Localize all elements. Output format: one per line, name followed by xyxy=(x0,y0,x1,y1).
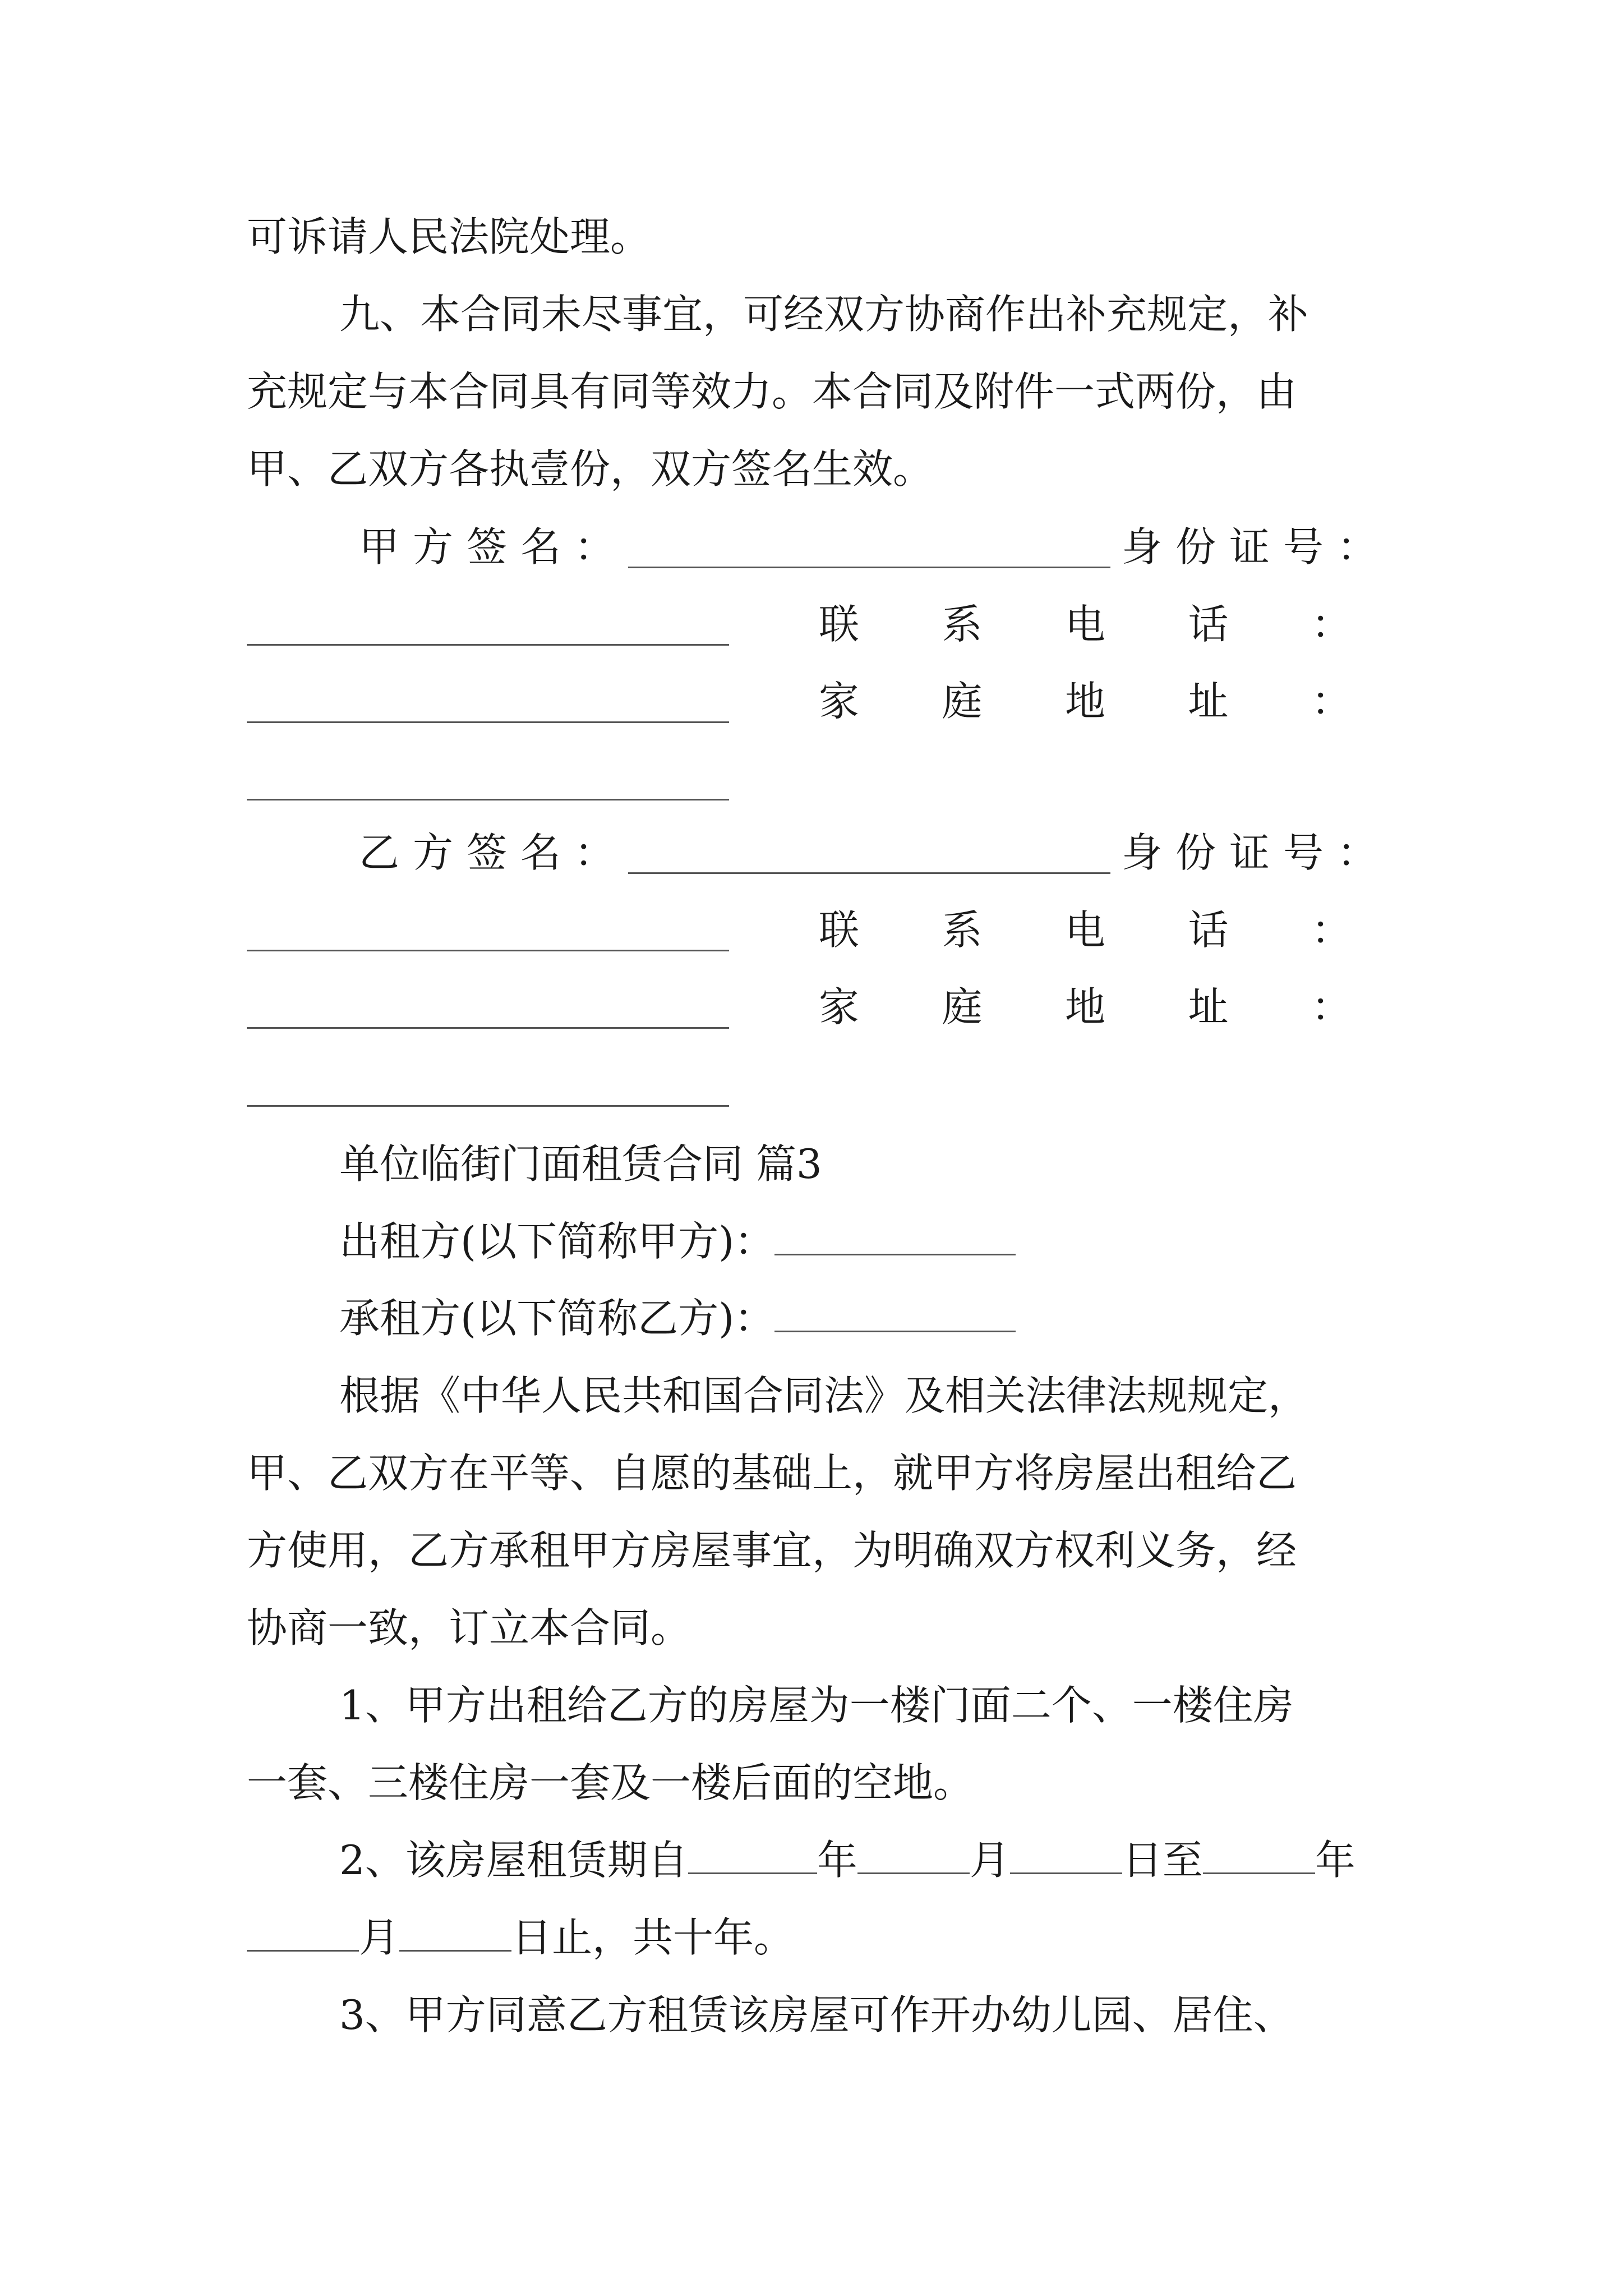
day-to-label: 日至 xyxy=(1122,1837,1203,1884)
text-line: 可诉请人民法院处理。 xyxy=(247,213,651,260)
party-b-id-label: 身份证号： xyxy=(1122,829,1391,876)
label-char: 话 xyxy=(1188,907,1229,954)
label-char: 地 xyxy=(1064,983,1105,1030)
month-label: 月 xyxy=(969,1837,1010,1884)
label-char: 址 xyxy=(1188,678,1229,725)
lessee-blank[interactable] xyxy=(774,1291,1016,1332)
year-label: 年 xyxy=(1315,1837,1355,1884)
party-a-address-blank[interactable] xyxy=(247,799,729,800)
text-line: 根据《中华人民共和国合同法》及相关法律法规规定， xyxy=(339,1372,1309,1419)
label-char: 家 xyxy=(819,983,860,1030)
label-char: 联 xyxy=(819,601,860,648)
start-year-blank[interactable] xyxy=(688,1833,817,1874)
party-b-sign-blank[interactable] xyxy=(628,872,1110,874)
end-day-blank[interactable] xyxy=(399,1911,511,1952)
label-char: 址 xyxy=(1188,983,1229,1030)
party-b-phone-label xyxy=(819,902,1352,958)
end-year-blank[interactable] xyxy=(1203,1833,1315,1874)
party-a-id-label: 身份证号： xyxy=(1122,523,1391,570)
text-line: 一套、三楼住房一套及一楼后面的空地。 xyxy=(247,1759,974,1806)
label-char: 电 xyxy=(1064,907,1105,954)
text-line: 甲、乙双方各执壹份，双方签名生效。 xyxy=(247,445,934,493)
start-month-blank[interactable] xyxy=(857,1833,970,1874)
lessee-label: 承租方(以下简称乙方)： xyxy=(339,1295,775,1342)
lease-term-line-2 xyxy=(247,1910,794,1966)
label-char: 家 xyxy=(819,678,860,725)
lessee-line xyxy=(339,1290,1016,1346)
party-b-id-blank[interactable] xyxy=(247,950,729,951)
text-line: 方使用，乙方承租甲方房屋事宜，为明确双方权利义务，经 xyxy=(247,1527,1297,1574)
label-char: 话 xyxy=(1188,601,1229,648)
label-char: ： xyxy=(1311,678,1352,725)
party-a-address-label xyxy=(819,673,1352,729)
party-a-phone-label xyxy=(819,596,1352,652)
start-day-blank[interactable] xyxy=(1010,1833,1122,1874)
text-line: 协商一致，订立本合同。 xyxy=(247,1604,691,1651)
label-char: 庭 xyxy=(942,983,983,1030)
party-b-address-blank[interactable] xyxy=(247,1105,729,1107)
label-char: 系 xyxy=(942,601,983,648)
lessor-blank[interactable] xyxy=(774,1214,1016,1255)
month-label: 月 xyxy=(359,1914,400,1961)
label-char: ： xyxy=(1311,907,1352,954)
label-char: 联 xyxy=(819,907,860,954)
label-char: ： xyxy=(1311,983,1352,1030)
end-month-blank[interactable] xyxy=(247,1911,359,1952)
party-b-phone-blank[interactable] xyxy=(247,1027,729,1029)
label-char: 电 xyxy=(1064,601,1105,648)
label-char: 地 xyxy=(1064,678,1105,725)
party-a-id-blank[interactable] xyxy=(247,644,729,646)
section-title: 单位临街门面租赁合同 篇3 xyxy=(339,1140,822,1188)
party-b-sign-label: 乙方签名： xyxy=(359,829,629,876)
label-char: 系 xyxy=(942,907,983,954)
text-line: 甲、乙双方在平等、自愿的基础上，就甲方将房屋出租给乙 xyxy=(247,1450,1297,1497)
lease-term-prefix: 2、该房屋租赁期自 xyxy=(339,1837,688,1884)
party-b-address-label xyxy=(819,979,1352,1035)
lessor-line xyxy=(339,1213,1016,1269)
year-label: 年 xyxy=(817,1837,857,1884)
text-line: 1、甲方出租给乙方的房屋为一楼门面二个、一楼住房 xyxy=(339,1682,1294,1729)
party-a-sign-blank[interactable] xyxy=(628,567,1110,568)
label-char: ： xyxy=(1311,601,1352,648)
day-end-label: 日止，共十年。 xyxy=(511,1914,795,1961)
text-line: 3、甲方同意乙方租赁该房屋可作开办幼儿园、居住、 xyxy=(339,1991,1294,2039)
text-line: 充规定与本合同具有同等效力。本合同及附件一式两份，由 xyxy=(247,368,1297,415)
lessor-label: 出租方(以下简称甲方)： xyxy=(339,1218,775,1265)
party-a-sign-label: 甲方签名： xyxy=(359,523,629,570)
label-char: 庭 xyxy=(942,678,983,725)
lease-term-line xyxy=(339,1832,1355,1888)
party-a-phone-blank[interactable] xyxy=(247,721,729,723)
text-line: 九、本合同未尽事宜，可经双方协商作出补充规定，补 xyxy=(339,291,1309,338)
